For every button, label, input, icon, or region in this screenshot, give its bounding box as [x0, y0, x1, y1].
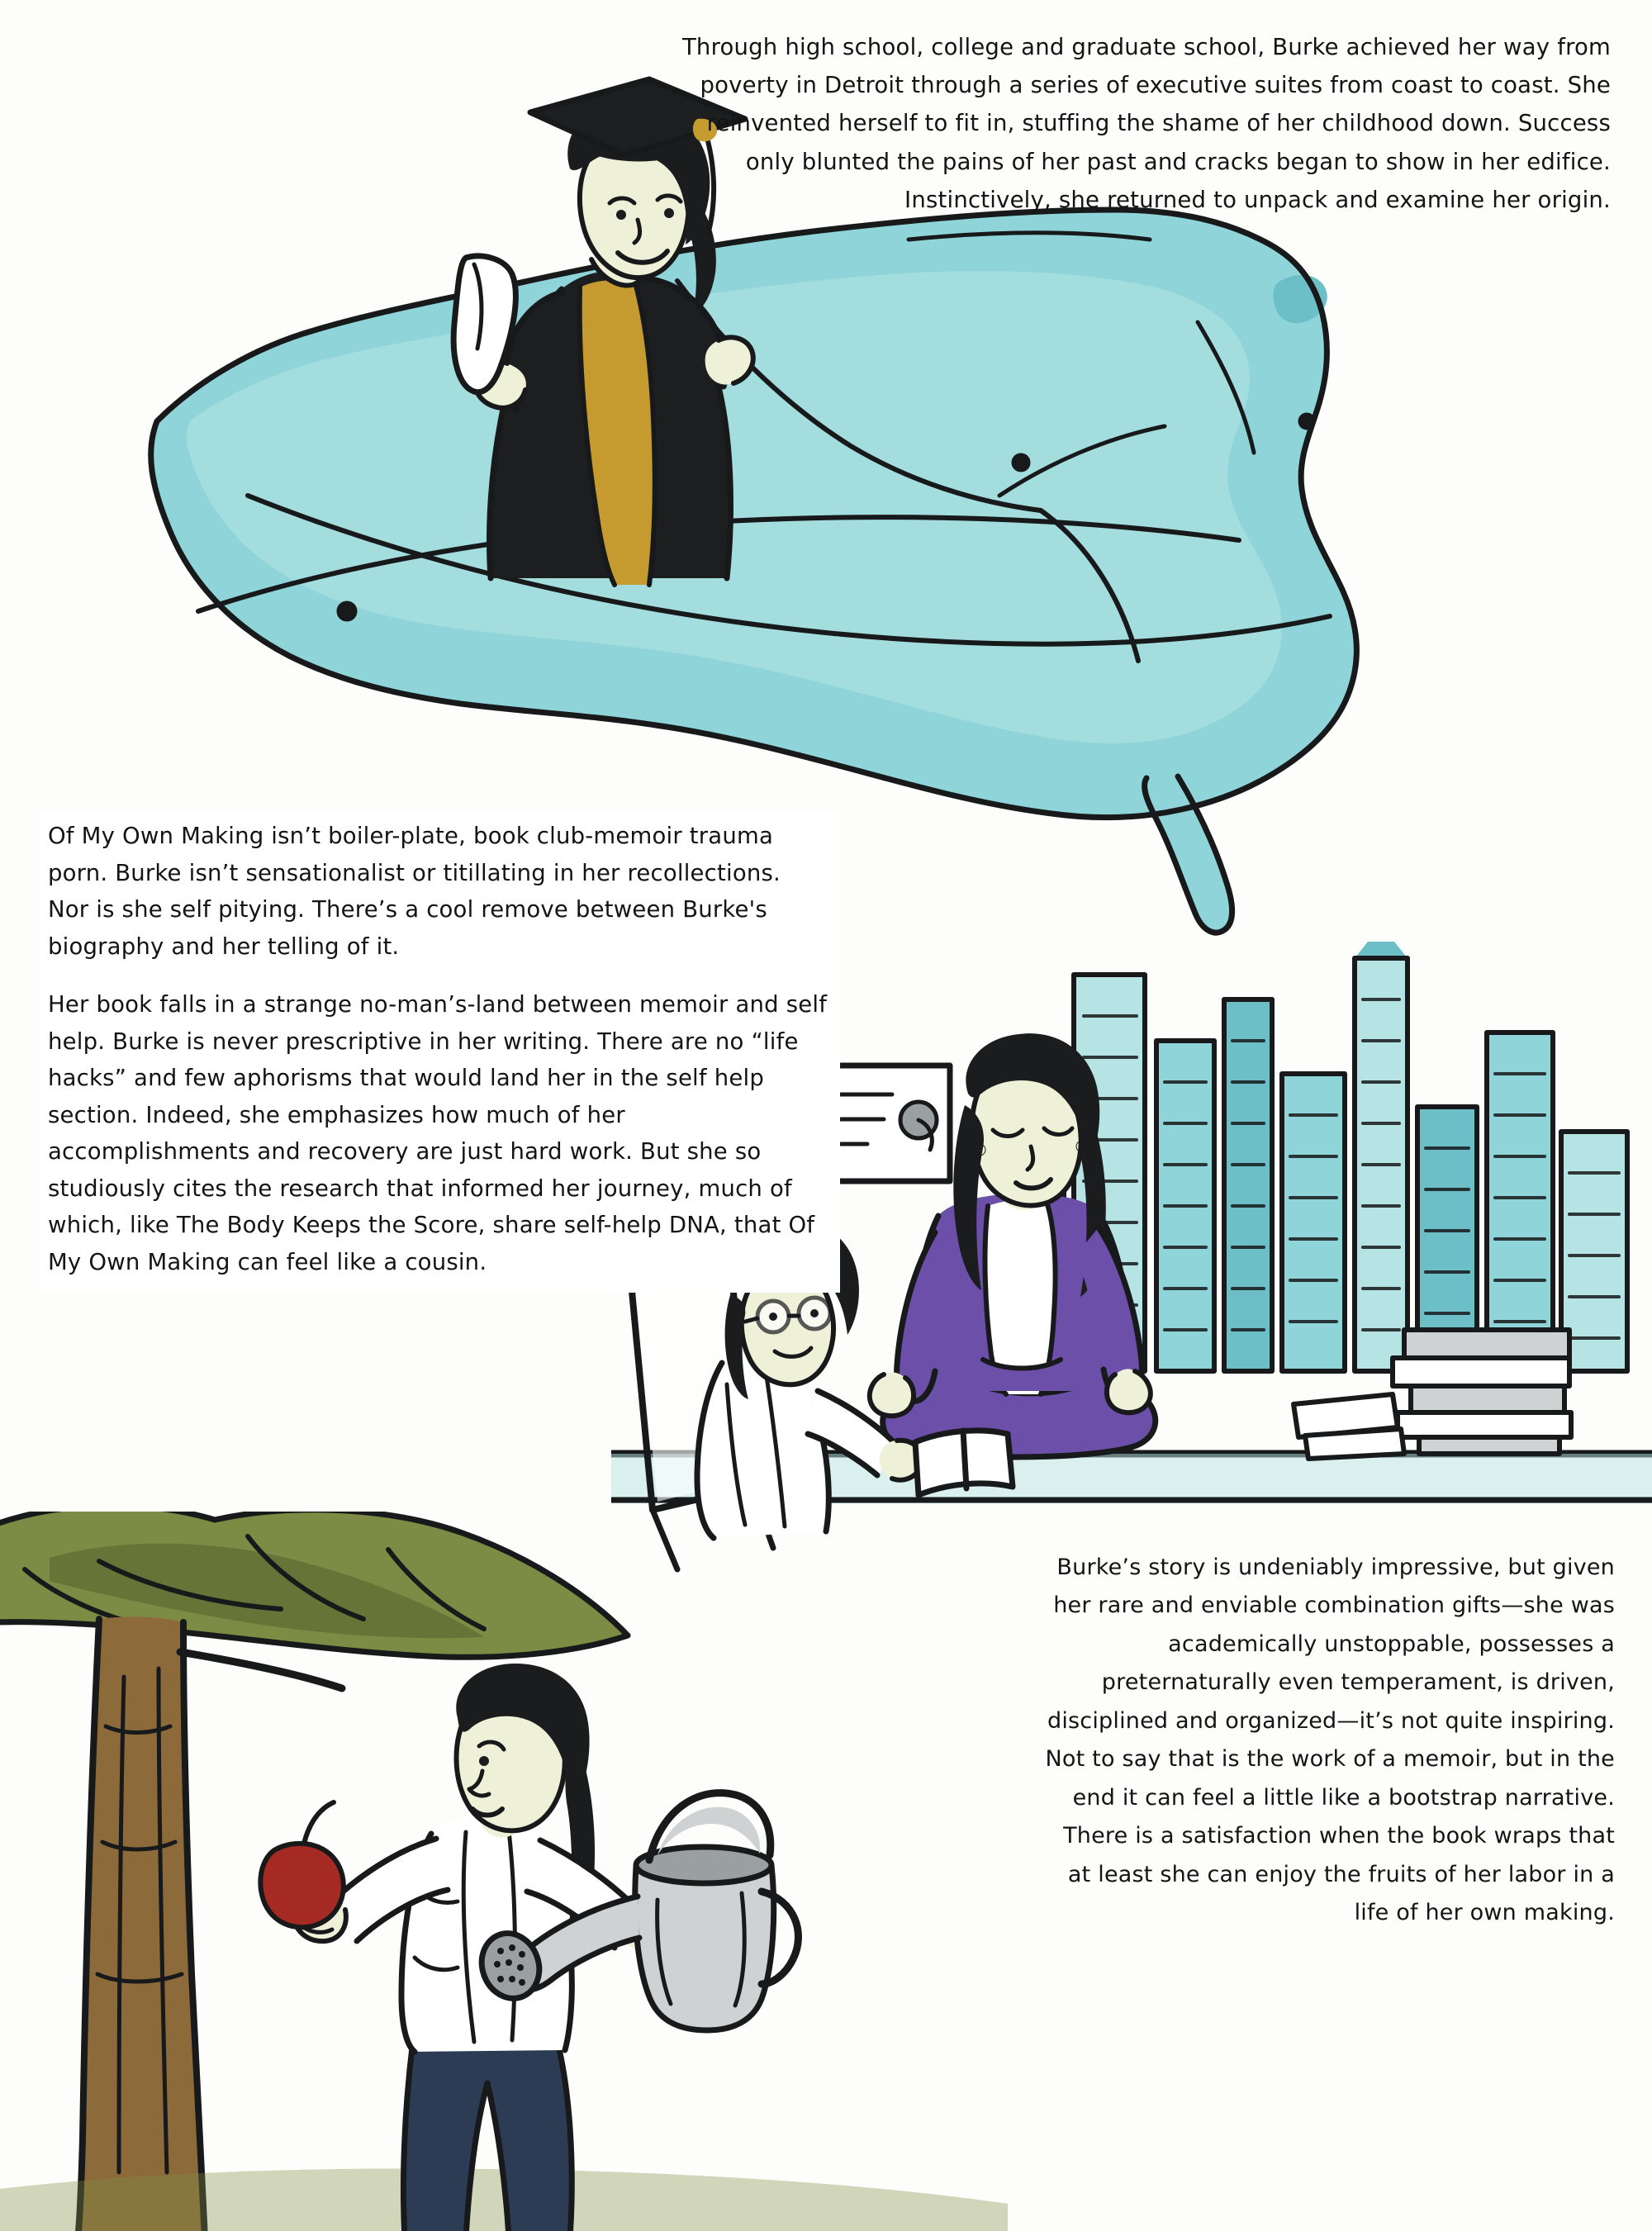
- apple-tree-illustration: [0, 1512, 1008, 2231]
- caption-paragraph-2: Her book falls in a strange no-man’s-land between memoir and self help. Burke is never prescriptive in her writing. There are no “life hacks” and few aphorisms that would land her in the self help section. Indeed, she emphasizes how much of her accomplishments and recovery are just hard work. But she so studiously cites the research that informed her journey, much of which, like The Body Keeps the Score, share self-help DNA, that Of My Own Making can feel like a cousin.: [48, 991, 828, 1276]
- bottom-right-caption: Burke’s story is undeniably impressive, but given her rare and enviable combination gifts—she was academically unstoppable, possesses a preternaturally even temperament, is driven, disciplined and organized—it’s not quite inspiring. Not to say that is the work of a memoir, but in the end it can feel a little like a bootstrap narrative. There is a satisfaction when the book wraps that at least she can enjoy the fruits of her labor in a life of her own making.: [1045, 1555, 1615, 1925]
- top-right-caption: Through high school, college and graduate school, Burke achieved her way from poverty in Detroit through a series of executive suites from coast to coast. She reinvented herself to fit in, stuffing the shame of her childhood down. Success only blunted the pains of her past and cracks began to show in her edifice. Instinctively, she returned to unpack and examine her origin.: [681, 34, 1611, 213]
- caption-paragraph-1: Of My Own Making isn’t boiler-plate, book club-memoir trauma porn. Burke isn’t sensationalist or titillating in her recollections. Nor is she self pitying. There’s a cool remove between Burke's biography and her telling of it.: [48, 823, 781, 960]
- middle-left-caption: [40, 809, 840, 1293]
